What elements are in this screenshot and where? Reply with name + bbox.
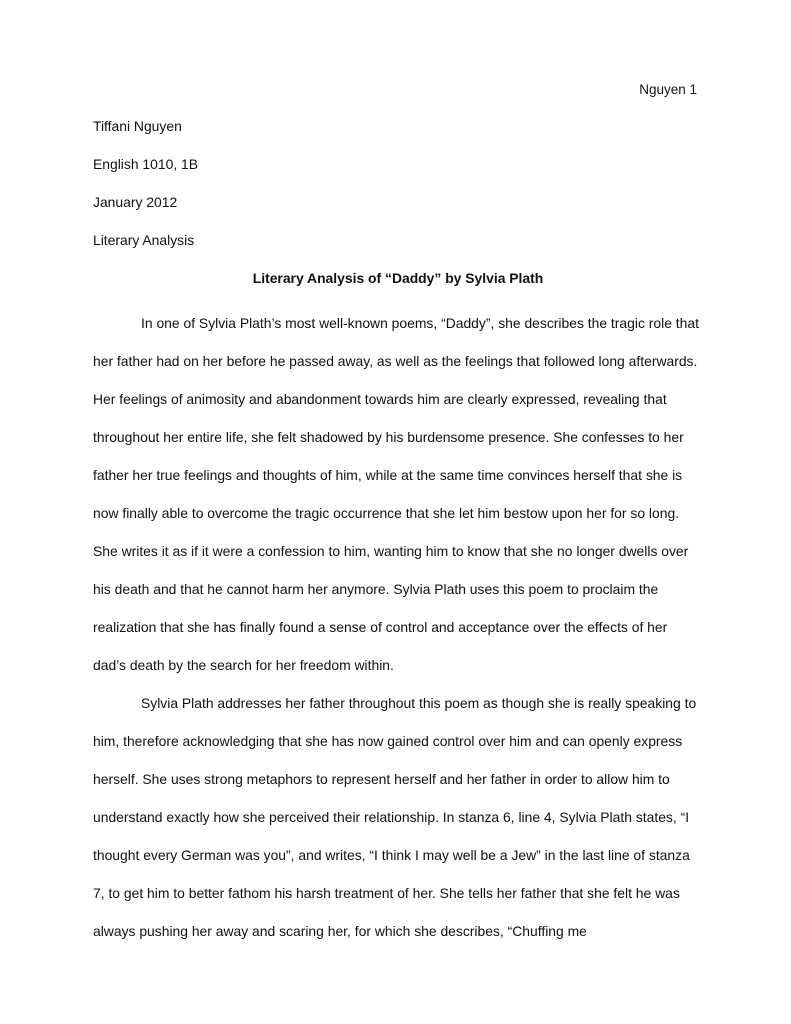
date-line: January 2012	[93, 194, 178, 210]
assignment-type: Literary Analysis	[93, 232, 195, 248]
document-body	[93, 114, 703, 950]
essay-title: Literary Analysis of “Daddy” by Sylvia Plath	[252, 270, 544, 286]
paragraph-1: In one of Sylvia Plath’s most well-known poems, “Daddy”, she describes the tragic role that her father had on her before he passed away, as well as the feelings that followed long afterwards. Her feelings of animosity and abandonment towards him are clearly expressed, revealing that throughout her entire life, she felt shadowed by his burdensome presence. She confesses to her father her true feelings and thoughts of him, while at the same time convinces herself that she is now finally able to overcome the tragic occurrence that she let him bestow upon her for so long. She writes it as if it were a confession to him, wanting him to know that she no longer dwells over his death and that he cannot harm her anymore. Sylvia Plath uses this poem to proclaim the realization that she has finally found a sense of control and acceptance over the effects of her dad’s death by the search for her freedom within.	[93, 315, 699, 673]
running-head-page-number: Nguyen 1	[639, 82, 697, 97]
course-name: English 1010, 1B	[93, 156, 199, 172]
author-name: Tiffani Nguyen	[93, 118, 182, 134]
paragraph-2: Sylvia Plath addresses her father throughout this poem as though she is really speaking to him, therefore acknowledging that she has now gained control over him and can openly express herself. She uses strong metaphors to represent herself and her father in order to allow him to understand exactly how she perceived their relationship. In stanza 6, line 4, Sylvia Plath states, “I thought every German was you”, and writes, “I think I may well be a Jew” in the last line of stanza 7, to get him to better fathom his harsh treatment of her. She tells her father that she felt he was always pushing her away and scaring her, for which she describes, “Chuffing me	[93, 695, 697, 939]
